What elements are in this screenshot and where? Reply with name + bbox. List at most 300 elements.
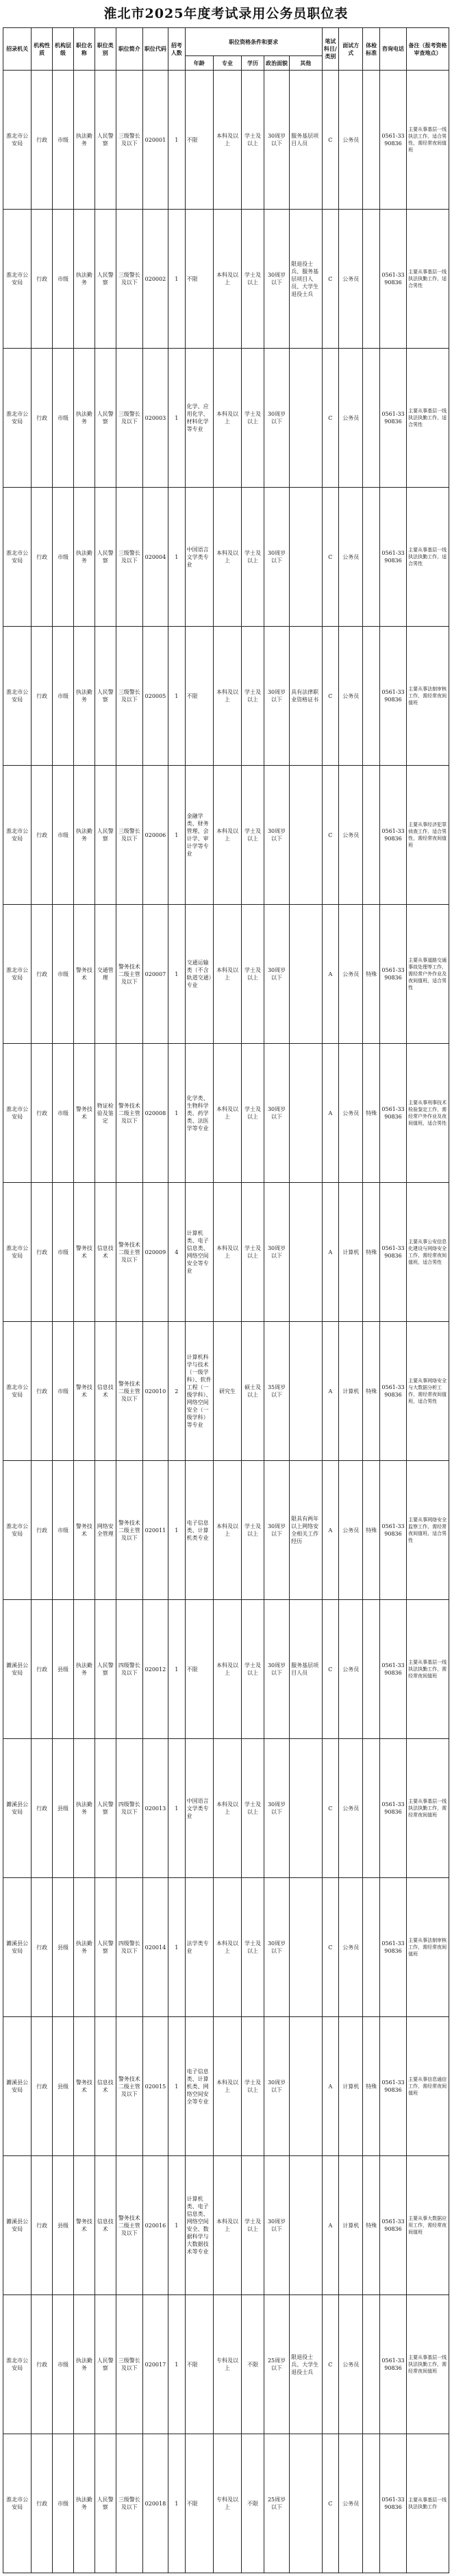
cell-code: 020009: [142, 1183, 168, 1322]
cell-other: [290, 488, 322, 627]
cell-post: 执法勤务: [73, 1739, 95, 1878]
cell-remark: 主要从事基层一线执法执勤工作: [407, 2434, 449, 2573]
cell-tier: 县级: [53, 1739, 74, 1878]
cell-category: 人民警察: [95, 1878, 116, 2017]
table-row: [3, 1322, 449, 1461]
cell-other: 服务基层项目人员: [290, 71, 322, 210]
cell-num: 1: [168, 2017, 185, 2156]
cell-code: 020002: [142, 210, 168, 349]
cell-exam: A: [322, 1461, 339, 1600]
cell-level: 行政: [32, 488, 53, 627]
cell-degree: 学士及以上: [242, 210, 264, 349]
col-remark: 备注（报考资格审查地点）: [407, 28, 449, 71]
cell-category: 信息技术: [95, 1322, 116, 1461]
cell-age: 中国语言文学类专业: [185, 488, 213, 627]
cell-political: 25周岁以下: [264, 2295, 290, 2434]
cell-category: 人民警察: [95, 2434, 116, 2573]
table-row: [3, 210, 449, 349]
cell-phone: 0561-3390836: [379, 905, 406, 1044]
cell-degree: 学士及以上: [242, 627, 264, 766]
cell-category: 人民警察: [95, 1739, 116, 1878]
cell-major: 本科及以上: [213, 349, 241, 488]
cell-political: 25周岁以下: [264, 2434, 290, 2573]
cell-unit: 濉溪县公安局: [3, 1600, 32, 1739]
cell-other: [290, 349, 322, 488]
cell-interview: 公务员: [339, 349, 363, 488]
cell-post: 警务技术: [73, 2017, 95, 2156]
cell-remark: 主要从事网络安全与大数据分析工作，需经常夜间值班，适合男性: [407, 1322, 449, 1461]
cell-major: 本科及以上: [213, 1600, 241, 1739]
cell-age: 不限: [185, 2295, 213, 2434]
cell-major: 本科及以上: [213, 1739, 241, 1878]
cell-age: 交通运输类（不含轨道交通）专业: [185, 905, 213, 1044]
cell-phone: 0561-3390836: [379, 2156, 406, 2295]
cell-desc: 三级警长及以下: [116, 210, 142, 349]
cell-num: 1: [168, 627, 185, 766]
cell-tier: 市级: [53, 2295, 74, 2434]
cell-level: 行政: [32, 210, 53, 349]
cell-physical: [363, 766, 380, 905]
col-tier: 机构层级: [53, 28, 74, 71]
cell-major: 本科及以上: [213, 1461, 241, 1600]
cell-age: 计算机科学与技术（一级学科）、软件工程（一级学科）、网络空间安全（一级学科）等专业: [185, 1322, 213, 1461]
cell-post: 执法勤务: [73, 210, 95, 349]
cell-category: 人民警察: [95, 1600, 116, 1739]
cell-age: 化学、应用化学、材料化学等专业: [185, 349, 213, 488]
cell-tier: 县级: [53, 2017, 74, 2156]
cell-exam: C: [322, 1878, 339, 2017]
cell-other: 服务基层项目人员: [290, 1600, 322, 1739]
cell-political: 30周岁以下: [264, 1044, 290, 1183]
cell-post: 警务技术: [73, 1461, 95, 1600]
cell-major: 本科及以上: [213, 627, 241, 766]
cell-code: 020006: [142, 766, 168, 905]
col-physical: 体检标准: [363, 28, 380, 71]
cell-code: 020004: [142, 488, 168, 627]
cell-major: 本科及以上: [213, 2156, 241, 2295]
cell-category: 信息技术: [95, 2156, 116, 2295]
cell-physical: 特殊: [363, 2156, 380, 2295]
cell-other: 限具有两年以上网络安全相关工作经历: [290, 1461, 322, 1600]
cell-level: 行政: [32, 1183, 53, 1322]
cell-phone: 0561-3390836: [379, 1322, 406, 1461]
col-num: 招考人数: [168, 28, 185, 71]
cell-degree: 硕士及以上: [242, 1322, 264, 1461]
cell-interview: 计算机: [339, 2017, 363, 2156]
cell-desc: 四级警长及以下: [116, 1878, 142, 2017]
cell-remark: 主要从事基层一线执法执勤工作，需经常夜间值班: [407, 1600, 449, 1739]
table-row: [3, 488, 449, 627]
cell-unit: 淮北市公安局: [3, 627, 32, 766]
cell-level: 行政: [32, 1322, 53, 1461]
cell-degree: 学士及以上: [242, 1739, 264, 1878]
cell-code: 020008: [142, 1044, 168, 1183]
cell-remark: 主要从事道路交通事故处理等工作，需经常户外作业及夜间值班，适合男性: [407, 905, 449, 1044]
table-row: [3, 905, 449, 1044]
cell-unit: 淮北市公安局: [3, 71, 32, 210]
cell-political: 30周岁以下: [264, 2156, 290, 2295]
cell-interview: 公务员: [339, 71, 363, 210]
cell-unit: 濉溪县公安局: [3, 1739, 32, 1878]
cell-remark: 主要从事基层一线执法工作，适合男性，需经常夜间值班: [407, 71, 449, 210]
cell-remark: 主要从事信息通信工作，需经常夜间值班: [407, 2017, 449, 2156]
cell-age: 不限: [185, 1600, 213, 1739]
cell-interview: 公务员: [339, 1600, 363, 1739]
cell-political: 30周岁以下: [264, 1183, 290, 1322]
col-conditions: 职位资格条件和要求: [185, 28, 322, 56]
cell-tier: 市级: [53, 766, 74, 905]
cell-interview: 计算机: [339, 1183, 363, 1322]
cell-desc: 警务技术二级主管及以下: [116, 905, 142, 1044]
cell-remark: 主要从事基层一线执法执勤工作，需经常夜间值班: [407, 1739, 449, 1878]
cell-interview: 公务员: [339, 2434, 363, 2573]
cell-unit: 淮北市公安局: [3, 905, 32, 1044]
cell-interview: 公务员: [339, 627, 363, 766]
cell-level: 行政: [32, 1878, 53, 2017]
cell-unit: 淮北市公安局: [3, 1183, 32, 1322]
table-row: [3, 2434, 449, 2573]
cell-tier: 市级: [53, 71, 74, 210]
cell-physical: [363, 349, 380, 488]
cell-num: 1: [168, 905, 185, 1044]
cell-desc: 警务技术二级主管及以下: [116, 2017, 142, 2156]
cell-exam: A: [322, 1044, 339, 1183]
cell-physical: 特殊: [363, 2017, 380, 2156]
cell-exam: A: [322, 2017, 339, 2156]
cell-desc: 三级警长及以下: [116, 349, 142, 488]
cell-other: [290, 2156, 322, 2295]
cell-other: [290, 1878, 322, 2017]
cell-num: 1: [168, 349, 185, 488]
cell-degree: 学士及以上: [242, 905, 264, 1044]
table-body: [3, 71, 449, 2573]
cell-degree: 学士及以上: [242, 71, 264, 210]
cell-level: 行政: [32, 2295, 53, 2434]
cell-political: 35周岁以下: [264, 1322, 290, 1461]
cell-physical: 特殊: [363, 1183, 380, 1322]
cell-remark: 主要从事法制审核工作，需经常夜间值班: [407, 627, 449, 766]
cell-tier: 市级: [53, 349, 74, 488]
cell-phone: 0561-3390836: [379, 210, 406, 349]
cell-age: 金融学类、财务管理、会计学、审计学等专业: [185, 766, 213, 905]
cell-political: 30周岁以下: [264, 1739, 290, 1878]
cell-phone: 0561-3390836: [379, 766, 406, 905]
cell-post: 警务技术: [73, 905, 95, 1044]
cell-desc: 警务技术二级主管及以下: [116, 1322, 142, 1461]
cell-post: 警务技术: [73, 1183, 95, 1322]
cell-remark: 主要从事网络安全监察工作，需经常夜间值班，适合男性: [407, 1461, 449, 1600]
cell-physical: [363, 71, 380, 210]
cell-age: 计算机类、电子信息类、网络空间安全等专业: [185, 1183, 213, 1322]
cell-post: 执法勤务: [73, 71, 95, 210]
cell-interview: 公务员: [339, 1739, 363, 1878]
cell-num: 4: [168, 1183, 185, 1322]
cell-code: 020005: [142, 627, 168, 766]
cell-other: 具有法律职业资格证书: [290, 627, 322, 766]
cell-unit: 淮北市公安局: [3, 1322, 32, 1461]
cell-physical: [363, 1878, 380, 2017]
cell-num: 1: [168, 488, 185, 627]
cell-desc: 三级警长及以下: [116, 2434, 142, 2573]
cell-phone: 0561-3390836: [379, 2295, 406, 2434]
cell-level: 行政: [32, 1461, 53, 1600]
cell-level: 行政: [32, 2156, 53, 2295]
cell-political: 30周岁以下: [264, 1461, 290, 1600]
cell-phone: 0561-3390836: [379, 1461, 406, 1600]
cell-age: 中国语言文学类专业: [185, 1739, 213, 1878]
col-category: 职位类别: [95, 28, 116, 71]
cell-remark: 主要从事基层一线执法执勤工作，适合男性: [407, 349, 449, 488]
cell-num: 1: [168, 1600, 185, 1739]
cell-interview: 公务员: [339, 210, 363, 349]
cell-other: [290, 2434, 322, 2573]
cell-degree: 学士及以上: [242, 1600, 264, 1739]
table-row: [3, 2156, 449, 2295]
cell-post: 执法勤务: [73, 1600, 95, 1739]
cell-political: 30周岁以下: [264, 1600, 290, 1739]
cell-code: 020010: [142, 1322, 168, 1461]
cell-post: 警务技术: [73, 2156, 95, 2295]
cell-tier: 市级: [53, 488, 74, 627]
cell-post: 执法勤务: [73, 627, 95, 766]
cell-physical: [363, 2295, 380, 2434]
cell-tier: 市级: [53, 1183, 74, 1322]
cell-physical: 特殊: [363, 1044, 380, 1183]
cell-major: 本科及以上: [213, 2017, 241, 2156]
cell-degree: 学士及以上: [242, 1044, 264, 1183]
cell-code: 020013: [142, 1739, 168, 1878]
cell-degree: 学士及以上: [242, 488, 264, 627]
cell-tier: 市级: [53, 1044, 74, 1183]
cell-physical: [363, 2434, 380, 2573]
cell-age: 不限: [185, 210, 213, 349]
cell-political: 30周岁以下: [264, 627, 290, 766]
cell-degree: 学士及以上: [242, 2017, 264, 2156]
cell-remark: 主要从事大数据应用工作，需经常夜间值班: [407, 2156, 449, 2295]
cell-exam: C: [322, 627, 339, 766]
cell-desc: 警务技术二级主管及以下: [116, 1044, 142, 1183]
cell-unit: 淮北市公安局: [3, 2434, 32, 2573]
cell-unit: 濉溪县公安局: [3, 2156, 32, 2295]
cell-level: 行政: [32, 349, 53, 488]
col-exam: 笔试科目/类别: [322, 28, 339, 71]
cell-code: 020015: [142, 2017, 168, 2156]
cell-level: 行政: [32, 71, 53, 210]
cell-major: 专科及以上: [213, 2434, 241, 2573]
cell-unit: 淮北市公安局: [3, 2295, 32, 2434]
cell-remark: 主要从事刑事技术检验鉴定工作，需经常户外作业及夜间值班，适合男性: [407, 1044, 449, 1183]
cell-exam: A: [322, 2156, 339, 2295]
cell-age: 不限: [185, 627, 213, 766]
col-interview: 面试方式: [339, 28, 363, 71]
table-row: [3, 1044, 449, 1183]
table-row: [3, 2295, 449, 2434]
cell-degree: 不限: [242, 2434, 264, 2573]
cell-level: 行政: [32, 2434, 53, 2573]
cell-exam: C: [322, 71, 339, 210]
cell-category: 物证检验及鉴定: [95, 1044, 116, 1183]
cell-age: 法学类专业: [185, 1878, 213, 2017]
cell-num: 1: [168, 1044, 185, 1183]
cell-code: 020012: [142, 1600, 168, 1739]
cell-exam: C: [322, 2295, 339, 2434]
cell-post: 执法勤务: [73, 2295, 95, 2434]
cell-num: 2: [168, 1322, 185, 1461]
cell-physical: [363, 210, 380, 349]
cell-category: 人民警察: [95, 71, 116, 210]
cell-unit: 淮北市公安局: [3, 766, 32, 905]
cell-other: [290, 1183, 322, 1322]
cell-exam: C: [322, 1600, 339, 1739]
cell-phone: 0561-3390836: [379, 1183, 406, 1322]
cell-code: 020003: [142, 349, 168, 488]
cell-level: 行政: [32, 905, 53, 1044]
cell-exam: C: [322, 488, 339, 627]
cell-level: 行政: [32, 766, 53, 905]
cell-phone: 0561-3390836: [379, 1878, 406, 2017]
cell-unit: 淮北市公安局: [3, 1461, 32, 1600]
cell-other: [290, 1322, 322, 1461]
cell-num: 1: [168, 2434, 185, 2573]
cell-phone: 0561-3390836: [379, 2434, 406, 2573]
col-desc: 职位简介: [116, 28, 142, 71]
cell-exam: C: [322, 2434, 339, 2573]
cell-post: 执法勤务: [73, 766, 95, 905]
cell-other: [290, 1044, 322, 1183]
table-row: [3, 1461, 449, 1600]
cell-political: 30周岁以下: [264, 2017, 290, 2156]
cell-age: 电子信息类、计算机类、网络空间安全等专业: [185, 2017, 213, 2156]
cell-age: 不限: [185, 71, 213, 210]
cell-desc: 四级警长及以下: [116, 1600, 142, 1739]
cell-category: 人民警察: [95, 210, 116, 349]
cell-interview: 公务员: [339, 1044, 363, 1183]
cell-tier: 市级: [53, 627, 74, 766]
cell-degree: 学士及以上: [242, 1878, 264, 2017]
cell-age: 计算机类、电子信息类、网络空间安全、数据科学与大数据技术等专业: [185, 2156, 213, 2295]
cell-level: 行政: [32, 627, 53, 766]
cell-post: 警务技术: [73, 1044, 95, 1183]
cell-physical: 特殊: [363, 1461, 380, 1600]
cell-num: 1: [168, 2156, 185, 2295]
cell-degree: 不限: [242, 2295, 264, 2434]
cell-major: 本科及以上: [213, 905, 241, 1044]
cell-desc: 四级警长及以下: [116, 1739, 142, 1878]
cell-phone: 0561-3390836: [379, 1600, 406, 1739]
cell-desc: 三级警长及以下: [116, 2295, 142, 2434]
cell-remark: 主要从事基层一线执法执勤工作，适合男性: [407, 488, 449, 627]
col-major: 专业: [213, 56, 241, 71]
cell-interview: 公务员: [339, 905, 363, 1044]
cell-exam: C: [322, 1739, 339, 1878]
cell-num: 1: [168, 210, 185, 349]
cell-remark: 主要从事公安信息化建设与网络安全工作，需经常夜间值班，适合男性: [407, 1183, 449, 1322]
cell-remark: 主要从事基层一线执法执勤工作，适合男性: [407, 210, 449, 349]
cell-remark: 主要从事经济犯罪侦查工作，适合男性，需经常夜间值班: [407, 766, 449, 905]
cell-desc: 三级警长及以下: [116, 71, 142, 210]
cell-level: 行政: [32, 1044, 53, 1183]
cell-unit: 淮北市公安局: [3, 488, 32, 627]
cell-other: [290, 1739, 322, 1878]
col-code: 职位代码: [142, 28, 168, 71]
cell-num: 1: [168, 766, 185, 905]
cell-phone: 0561-3390836: [379, 627, 406, 766]
cell-category: 信息技术: [95, 1183, 116, 1322]
cell-degree: 学士及以上: [242, 1461, 264, 1600]
cell-code: 020017: [142, 2295, 168, 2434]
cell-physical: [363, 627, 380, 766]
cell-num: 1: [168, 2295, 185, 2434]
cell-interview: 公务员: [339, 488, 363, 627]
cell-exam: C: [322, 210, 339, 349]
cell-post: 执法勤务: [73, 1878, 95, 2017]
table-row: [3, 71, 449, 210]
cell-tier: 市级: [53, 1461, 74, 1600]
cell-code: 020016: [142, 2156, 168, 2295]
cell-major: 本科及以上: [213, 1183, 241, 1322]
cell-level: 行政: [32, 1600, 53, 1739]
cell-exam: A: [322, 1322, 339, 1461]
cell-code: 020018: [142, 2434, 168, 2573]
cell-post: 执法勤务: [73, 488, 95, 627]
cell-tier: 县级: [53, 2156, 74, 2295]
col-degree: 学历: [242, 56, 264, 71]
cell-other: [290, 766, 322, 905]
cell-tier: 县级: [53, 1600, 74, 1739]
cell-physical: [363, 1600, 380, 1739]
page-title: 淮北市2025年度考试录用公务员职位表: [103, 6, 349, 21]
cell-exam: A: [322, 905, 339, 1044]
cell-code: 020001: [142, 71, 168, 210]
cell-other: 限退役士兵、服务基层项目人员、大学生退役士兵: [290, 210, 322, 349]
col-level: 机构性质: [32, 28, 53, 71]
cell-exam: C: [322, 766, 339, 905]
cell-unit: 濉溪县公安局: [3, 2017, 32, 2156]
cell-unit: 淮北市公安局: [3, 1044, 32, 1183]
cell-degree: 学士及以上: [242, 766, 264, 905]
col-unit: 招录机关: [3, 28, 32, 71]
cell-degree: 学士及以上: [242, 2156, 264, 2295]
cell-major: 本科及以上: [213, 1044, 241, 1183]
cell-num: 1: [168, 71, 185, 210]
cell-num: 1: [168, 1461, 185, 1600]
table-row: [3, 1878, 449, 2017]
cell-tier: 市级: [53, 905, 74, 1044]
cell-physical: 特殊: [363, 905, 380, 1044]
cell-political: 30周岁以下: [264, 349, 290, 488]
cell-interview: 公务员: [339, 1878, 363, 2017]
cell-phone: 0561-3390836: [379, 1739, 406, 1878]
cell-tier: 市级: [53, 1322, 74, 1461]
cell-post: 执法勤务: [73, 2434, 95, 2573]
cell-phone: 0561-3390836: [379, 2017, 406, 2156]
cell-major: 本科及以上: [213, 1878, 241, 2017]
cell-exam: C: [322, 349, 339, 488]
cell-other: [290, 905, 322, 1044]
cell-phone: 0561-3390836: [379, 349, 406, 488]
cell-interview: 公务员: [339, 1461, 363, 1600]
col-age: 年龄: [185, 56, 213, 71]
cell-phone: 0561-3390836: [379, 1044, 406, 1183]
cell-desc: 三级警长及以下: [116, 627, 142, 766]
cell-degree: 学士及以上: [242, 1183, 264, 1322]
cell-major: 本科及以上: [213, 766, 241, 905]
cell-age: 电子信息类、计算机类专业: [185, 1461, 213, 1600]
cell-political: 30周岁以下: [264, 488, 290, 627]
cell-code: 020007: [142, 905, 168, 1044]
cell-desc: 警务技术二级主管及以下: [116, 1183, 142, 1322]
cell-post: 警务技术: [73, 1322, 95, 1461]
